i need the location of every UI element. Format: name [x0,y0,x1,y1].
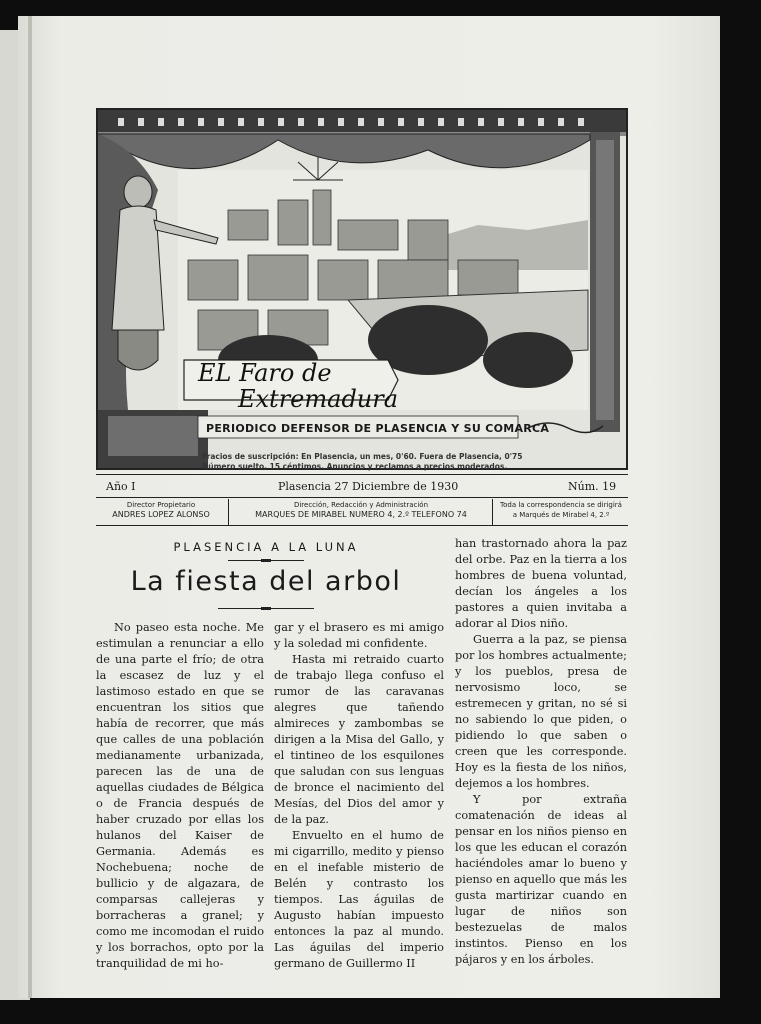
prices-line-1: Fracios de suscripción: En Plasencia, un mes, 0'60. Fuera de Plasencia, 0'75 [202,452,523,461]
section-ornament-dot [261,559,271,562]
col2-paragraph: gar y el brasero es mi amigo y la soledad mi confidente. [274,621,444,650]
issue-year: Año I [106,480,136,493]
col1-paragraph: No paseo esta noche. Me estimulan a renunciar a ello de una parte el frío; de otra la escasez de luz y el lastimoso estado en que se encuentran los sitios que había de recorrer, que más que calles de una población medianamente urbanizada, parecen las de una de aquellas ciudades de Bélgica o de Francia después de haber cruzado por ellas los hulanos del Kaiser de Germania. Además es Nochebuena; noche de bullicio y de algazara, de comparsas callejeras y borracheras a granel; y como me incomodan el ruido y los borrachos, opto por la tranquilidad de mi ho- [96,621,264,970]
col2-paragraph: Hasta mi retraido cuarto de trabajo llega confuso el rumor de las caravanas alegres que tañendo almireces y zambombas se dirigen a la Misa del Gallo, y el tintineo de los esquilones que saludan con sus lenguas de bronce el nacimiento del Mesías, del Dios del amor y de la paz. [274,653,444,826]
correspondence-line-2: a Marqués de Mirabel 4, 2.º [512,511,610,519]
masthead-engraving [98,110,626,468]
header-top-rule [96,474,628,475]
title-line-1: EL Faro de [198,359,332,387]
headline-ornament-dot [261,607,271,610]
director-name: ANDRES LOPEZ ALONSO [112,510,210,519]
admin-address: MARQUES DE MIRABEL NUMERO 4, 2.º TELEFONO 74 [255,510,467,519]
header-bottom-rule [96,525,628,526]
col3-paragraph: han trastornado ahora la paz del orbe. Paz en la tierra a los hombres de buena voluntad, decían los ángeles a los pastores a quien invitaba a adorar al Dios niño. [455,537,627,630]
article-column-2 [274,620,444,972]
info-divider-2 [492,499,493,525]
col3-paragraph: Y por extraña comatenación de ideas al pensar en los niños pienso en los que les educan el corazón haciéndoles amar lo bueno y pienso en aquello que más les gusta martirizar cuando en lugar de niños son bestezuelas de malos instintos. Pienso en los pájaros y en los árboles. [455,793,627,966]
article-headline: La fiesta del arbol [130,566,402,597]
director-box [96,500,226,524]
correspondence-box [494,500,628,524]
article-column-1 [96,620,264,972]
section-title: PLASENCIA A LA LUNA [173,540,359,554]
admin-label: Dirección, Redacción y Administración [293,501,429,509]
subscription-prices [202,452,522,472]
correspondence-line-1: Toda la correspondencia se dirigirá [500,501,622,509]
newspaper-subtitle: PERIODICO DEFENSOR DE PLASENCIA Y SU COMARCA [206,422,550,435]
binding-fold [28,16,32,998]
masthead-illustration [96,108,628,470]
newspaper-title [198,360,398,412]
title-line-2: Extremadura [238,385,399,413]
info-divider-1 [228,499,229,525]
header-mid-rule [96,497,628,498]
article-column-3 [455,536,627,968]
administration-box [230,500,492,524]
col3-paragraph: Guerra a la paz, se piensa por los hombres actualmente; y los pueblos, presa de nervosismo loco, se estremecen y gritan, no sé si no sabiendo lo que piden, o pidiendo lo que saben o creen que les corresponde. Hoy es la fiesta de los niños, dejemos a los hombres. [455,633,627,790]
director-label: Director Propietario [126,501,196,509]
col2-paragraph: Envuelto en el humo de mi cigarrillo, medito y pienso en el inefable misterio de Belén y contrasto los tiempos. Las águilas de Augusto habían impuesto entonces la paz al mundo. Las águilas del imperio germano de Guillermo II [274,829,444,970]
prices-line-2: Número suelto, 15 céntimos. Anuncios y reclamos a precios moderados. [202,462,508,471]
issue-number: Núm. 19 [568,480,617,493]
issue-date: Plasencia 27 Diciembre de 1930 [278,480,459,493]
